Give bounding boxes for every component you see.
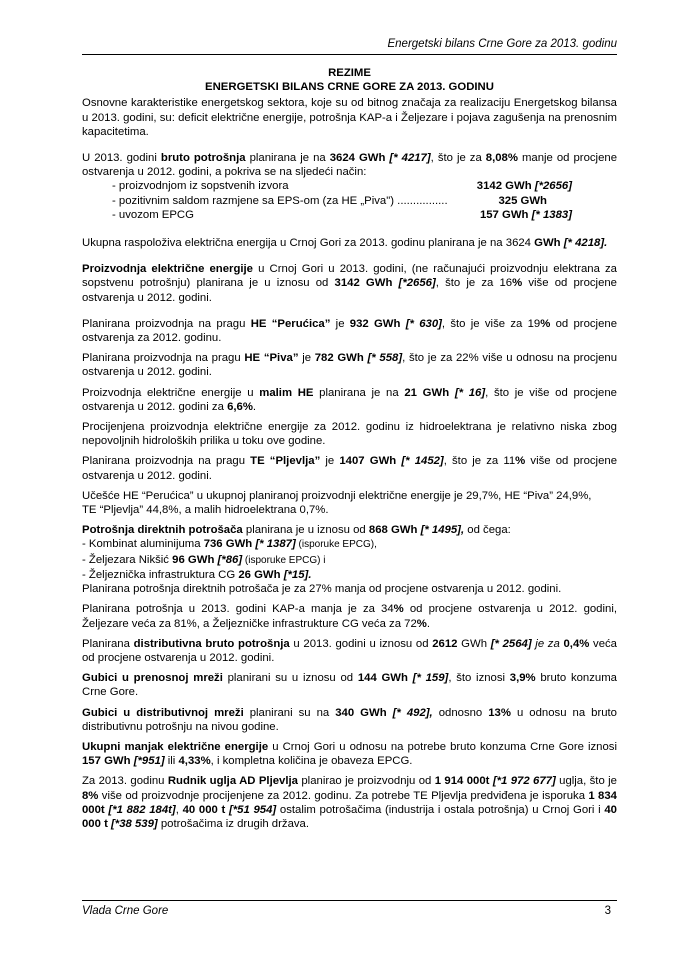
text: HE “Piva”	[244, 352, 299, 365]
section-subtitle: ENERGETSKI BILANS CRNE GORE ZA 2013. GODINU	[205, 81, 494, 94]
text: distributivna bruto potrošnja	[133, 637, 290, 650]
item-note: [*2656]	[531, 180, 572, 193]
text: [*86]	[214, 553, 243, 566]
text: , što je za 16	[435, 277, 513, 290]
ucesce-paragraph	[82, 489, 617, 517]
text: GWh	[534, 237, 561, 250]
section-title: REZIME	[328, 67, 371, 79]
text: je	[298, 352, 315, 365]
text: [*15].	[280, 568, 312, 581]
text: od procjene ostvarenja za 2012. godinu.	[82, 317, 618, 345]
text: %	[540, 317, 551, 330]
bruto-paragraph	[82, 151, 617, 179]
text: - Kombinat aluminijuma	[82, 538, 204, 551]
rudnik-paragraph	[82, 774, 617, 831]
item-label: - uvozom EPCG	[112, 208, 194, 221]
text: [* 1495],	[417, 524, 465, 537]
text: Planirana potrošnja u 2013. godini KAP-a manja je za 34	[82, 603, 394, 616]
direktni-closing: Planirana potrošnja direktnih potrošača je za 27% manja od procjene ostvarenja u 2012. godini.	[82, 583, 562, 596]
text: 96 GWh	[172, 553, 215, 566]
page-content	[82, 66, 617, 837]
bruto-sources-list	[82, 179, 617, 222]
text: Planirana proizvodnja na pragu	[82, 317, 251, 330]
text: [* 4218].	[563, 237, 608, 250]
text: planirana je na	[245, 152, 330, 165]
text: ostalim potrošačima (industrija i ostala potrošnja) u Crnoj Gori i	[276, 803, 605, 816]
text: potrošačima iz drugih država.	[157, 817, 310, 830]
text: , što iznosi	[448, 672, 510, 685]
text: 3142 GWh	[334, 277, 393, 290]
manjak-paragraph	[82, 740, 617, 768]
text: više od procjene ostvarenja u 2012. godini.	[82, 455, 618, 482]
distributivna-mreza-paragraph	[82, 706, 617, 734]
text: 8,08%	[485, 152, 518, 165]
item-value: 157 GWh	[479, 208, 529, 221]
pljevlja-paragraph	[82, 454, 617, 482]
text: bruto konzuma Crne Gore.	[82, 672, 617, 699]
text: ili	[164, 755, 179, 768]
text: malim HE	[259, 386, 314, 399]
text: .	[426, 617, 431, 630]
text: u Crnoj Gori u odnosu na potrebe bruto konzuma Crne Gore iznosi	[268, 740, 617, 753]
text: bruto potrošnja	[160, 152, 246, 165]
text: [* 16]	[449, 386, 486, 399]
text: više od proizvodnje procijenjene za 2012. godinu. Za potrebe TE Pljevlja predviđena je isporuka	[98, 789, 589, 802]
text: Proizvodnja električne energije	[82, 263, 253, 276]
header-rule	[82, 54, 617, 55]
text: [* 159]	[407, 672, 449, 685]
footer-rule	[82, 900, 617, 901]
direktni-block	[82, 523, 617, 596]
text: HE “Perućica”	[250, 317, 331, 330]
item-label: - pozitivnim saldom razmjene sa EPS-om (za HE „Piva") ................	[112, 194, 448, 207]
raspoloziva-paragraph	[82, 236, 617, 250]
text: , što je više od procjene ostvarenja u 2012. godini za	[82, 386, 617, 413]
text: [* 4217]	[385, 152, 431, 165]
text: odnosno	[432, 706, 489, 719]
text: Planirana proizvodnja na pragu	[82, 455, 251, 468]
item-note: [* 1383]	[528, 208, 572, 221]
text: GWh	[457, 637, 491, 650]
text: planirani su na	[243, 706, 336, 719]
text: - Željeznička infrastruktura CG	[82, 568, 239, 581]
text: U 2013. godini	[82, 152, 161, 165]
text: Rudnik uglja AD Pljevlja	[167, 775, 298, 788]
text: 13%	[488, 706, 511, 719]
text: 21 GWh	[404, 386, 450, 399]
text: , što je više za 19	[441, 317, 541, 330]
text: 40 000 t	[182, 803, 226, 816]
text: Gubici u prenosnoj mreži	[82, 672, 223, 685]
text: od čega:	[464, 524, 511, 537]
running-header: Energetski bilans Crne Gore za 2013. godinu	[387, 38, 617, 50]
footer-organization: Vlada Crne Gore	[82, 905, 169, 917]
text: u Crnoj Gori u 2013. godini, (ne računajući proizvodnju elektrana za sopstvenu potrošnju) planirana je u iznosu od	[82, 263, 617, 290]
text: je	[320, 455, 340, 468]
item-label: - proizvodnjom iz sopstvenih izvora	[112, 180, 289, 193]
kap-paragraph	[82, 602, 617, 630]
text: Planirana proizvodnja na pragu	[82, 352, 245, 365]
text: veća od procjene ostvarenja u 2012. godini.	[82, 637, 617, 664]
text: je	[330, 317, 350, 330]
text: %	[515, 455, 526, 468]
list-item	[82, 568, 617, 582]
text: 2612	[432, 637, 458, 650]
text: [* 492],	[386, 706, 433, 719]
text: - Željezara Nikšić	[82, 553, 173, 566]
text: (isporuke EPCG),	[295, 539, 377, 551]
piva-paragraph	[82, 351, 617, 379]
text: , i kompletna količina je obaveza EPCG.	[210, 755, 413, 768]
text: [*38 539]	[107, 817, 158, 830]
page-number: 3	[604, 905, 611, 917]
text: 8%	[82, 789, 99, 802]
text: 340 GWh	[335, 706, 387, 719]
text: planirao je proizvodnju od	[297, 775, 435, 788]
male-he-paragraph	[82, 386, 617, 414]
text: 1 834 000t	[82, 789, 617, 816]
list-item	[82, 553, 617, 568]
list-item	[82, 208, 617, 222]
list-item	[82, 179, 617, 193]
text: Proizvodnja električne energije u	[82, 386, 260, 399]
text: Ukupni manjak električne energije	[82, 740, 269, 753]
text: , što je za 11	[443, 455, 516, 468]
perucica-paragraph	[82, 317, 617, 345]
text: 782 GWh	[314, 352, 364, 365]
item-value: 325 GWh	[498, 194, 547, 207]
text: 26 GWh	[238, 568, 281, 581]
text: 0,4%	[563, 637, 590, 650]
text: 3624 GWh	[329, 152, 386, 165]
intro-paragraph: Osnovne karakteristike energetskog sektora, koje su od bitnog značaja za realizaciju Energetskog bilansa u 2013. godini, su: deficit električne energije, potrošnja KAP-a i Željezare i pojava zagušenja na prenosnim kapacitetima.	[82, 97, 617, 138]
text: 157 GWh	[82, 755, 131, 768]
text: u odnosu na bruto distributivnu potrošnju na nivou godine.	[82, 706, 617, 733]
proizvodnja-paragraph	[82, 262, 617, 305]
text: uglja, što je	[555, 775, 617, 788]
text: [* 2564]	[490, 637, 532, 650]
text: u 2013. godini u iznosu od	[289, 637, 433, 650]
text: 736 GWh	[203, 538, 253, 551]
direktni-list	[82, 537, 617, 582]
text: [* 558]	[363, 352, 403, 365]
text: Gubici u distributivnoj mreži	[82, 706, 244, 719]
text: [* 630]	[400, 317, 442, 330]
hidro-paragraph: Procijenjena proizvodnja električne energije za 2012. godinu iz hidroelektrana je relativno niska zbog nepovoljnih hidroloških prilika u toku ove godine.	[82, 421, 617, 448]
text: Planirana	[82, 637, 134, 650]
text: , što je za 22% više u odnosu na procjenu ostvarenja u 2012. godini.	[82, 352, 618, 379]
list-item	[82, 194, 617, 208]
text: 4,33%	[178, 755, 211, 768]
text: manje od procjene ostvarenja u 2012. godini, a pokriva se na sljedeći način:	[82, 152, 618, 179]
text: je za	[531, 637, 564, 650]
list-item	[82, 537, 617, 552]
text: 144 GWh	[357, 672, 408, 685]
text: TE “Pljevlja”	[250, 455, 321, 468]
text: (isporuke EPCG) i	[242, 554, 326, 566]
text: [*1 972 677]	[489, 775, 556, 788]
text: Učešće HE “Perućica” u ukupnoj planiranoj proizvodnji električne energije je 29,7%, HE “Piva” 24,9%,	[82, 489, 592, 502]
text: Za 2013. godinu	[82, 775, 168, 788]
text: planirana je na	[313, 386, 405, 399]
text: [*1 882 184t]	[104, 803, 176, 816]
text: %	[512, 277, 523, 290]
text: 3,9%	[509, 672, 536, 685]
text: 6,6%	[227, 400, 253, 413]
text: [*951]	[130, 755, 165, 768]
item-value: 3142 GWh	[476, 180, 532, 193]
text: 40 000 t	[82, 803, 617, 830]
text: 1 914 000t	[434, 775, 490, 788]
text: 932 GWh	[349, 317, 401, 330]
text: , što je za	[430, 152, 486, 165]
text: [*2656]	[392, 277, 436, 290]
text: %	[393, 603, 404, 616]
text: planirana je u iznosu od	[242, 524, 369, 537]
text: od procjene ostvarenja u 2012. godini, Željezare veća za 81%, a Željezničke infrastrukture CG veća za 72	[82, 603, 617, 630]
text: [* 1387]	[252, 538, 296, 551]
text: Ukupna raspoloživa električna energija u Crnoj Gori za 2013. godinu planirana je na 3624	[82, 237, 535, 250]
text: [* 1452]	[396, 455, 444, 468]
distributivna-paragraph	[82, 637, 617, 665]
direktni-paragraph	[82, 523, 617, 537]
text: ,	[175, 803, 183, 816]
text: TE “Pljevlja” 44,8%, a malih hidroelektrana 0,7%.	[82, 504, 329, 517]
text: planirani su u iznosu od	[222, 672, 358, 685]
prenosna-paragraph	[82, 671, 617, 699]
text: 868 GWh	[368, 524, 418, 537]
text: Potrošnja direktnih potrošača	[82, 524, 243, 537]
text: 1407 GWh	[339, 455, 397, 468]
text: %	[416, 617, 427, 630]
text: .	[252, 400, 257, 413]
text: više od procjene ostvarenja u 2012. godini.	[82, 277, 617, 304]
text: [*51 954]	[225, 803, 277, 816]
